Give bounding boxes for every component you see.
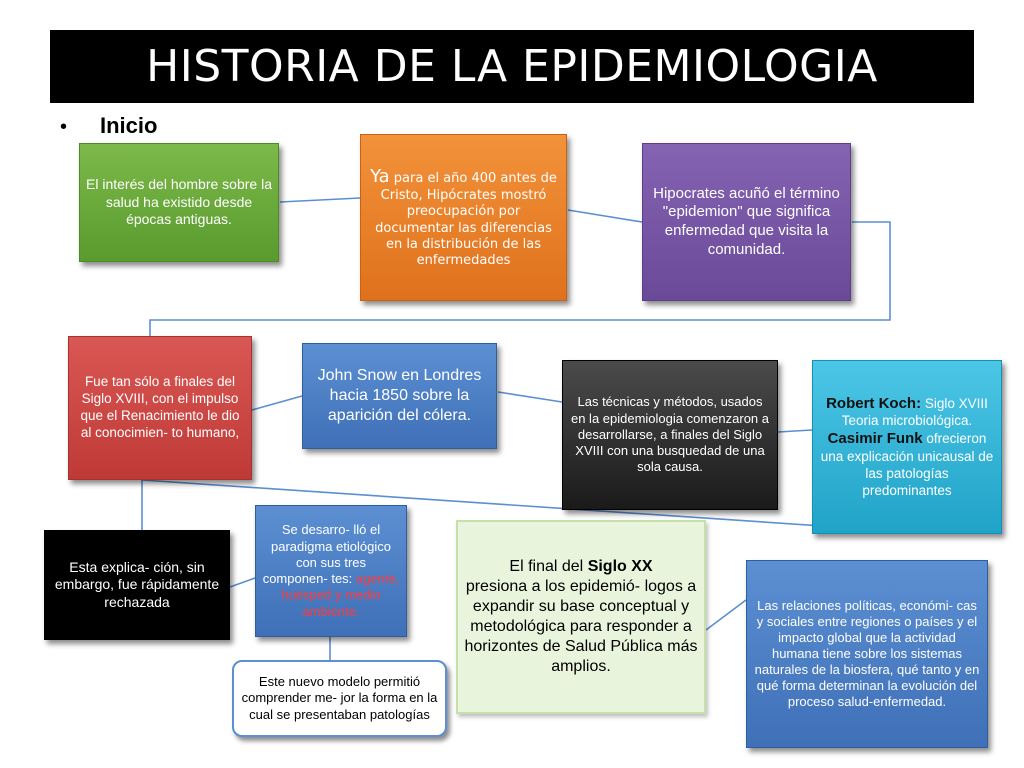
box-john-snow — [302, 343, 497, 449]
box-robert-koch-end: ofrecieron una explicación unicausal de las patologías predominantes — [820, 431, 994, 498]
bullet-dot: • — [60, 116, 68, 138]
box-hipocrates-400-prefix: Ya — [370, 165, 390, 187]
box-interes-salud-text: El interés del hombre sobre la salud ha existido desde épocas antiguas. — [86, 176, 272, 228]
connector-b11-b12 — [706, 600, 746, 630]
box-tecnicas-metodos-text: Las técnicas y métodos, usados en la epidemiologia comenzaron a desarrollarse, a finales del Siglo XVIII con una busquedad de una sola causa. — [570, 394, 769, 475]
box-paradigma-etiologico — [255, 505, 407, 637]
box-robert-koch-mid: Siglo XVIII Teoria microbiológica. — [841, 395, 988, 429]
box-relaciones-politicas-text: Las relaciones políticas, económi- cas y sociales entre regiones o países y el impacto global que la actividad humana tiene sobre los sistemas naturales de la biosfera, qué tanto y en qué forma determinan la evolución del proceso salud-enfermedad. — [754, 598, 980, 709]
connector-b6-b7 — [778, 430, 812, 432]
box-relaciones-politicas — [746, 560, 988, 748]
box-robert-koch-name2: Casimir Funk — [827, 430, 923, 448]
connector-b8-b9 — [230, 578, 255, 587]
box-john-snow-text: John Snow en Londres hacia 1850 sobre la aparición del cólera. — [317, 367, 482, 424]
box-siglo-xx-b: Siglo XX — [587, 558, 653, 575]
box-siglo-xx — [456, 520, 706, 714]
box-nuevo-modelo — [232, 660, 447, 737]
box-robert-koch-content — [819, 395, 995, 500]
box-paradigma-etiologico-text: Se desarro- lló el paradigma etiológico con sus tres componen- tes: — [262, 522, 391, 586]
box-epidemion — [642, 143, 851, 301]
box-hipocrates-400-content — [367, 166, 560, 270]
box-robert-koch — [812, 360, 1002, 534]
box-hipocrates-400-text: para el año 400 antes de Cristo, Hipócrates mostró preocupación por documentar las diferencias en la distribución de las enfermedades — [375, 170, 557, 269]
box-paradigma-etiologico-content — [262, 522, 400, 620]
connector-b1-b2 — [280, 198, 360, 202]
box-siglo-xx-c: presiona a los epidemió- logos a expandir su base conceptual y metodológica para responder a horizontes de Salud Pública más amplios. — [464, 578, 698, 675]
section-label: Inicio — [100, 113, 158, 138]
box-interes-salud — [79, 143, 279, 262]
box-siglo-xviii-text: Fue tan sólo a finales del Siglo XVIII, con el impulso que el Renacimiento le dio al conocimien- to humano, — [80, 374, 240, 440]
connector-b4-b5 — [252, 396, 302, 410]
box-tecnicas-metodos — [562, 360, 778, 510]
box-explicacion-rechazada — [44, 530, 230, 640]
box-nuevo-modelo-text: Este nuevo modelo permitió comprender me- jor la forma en la cual se presentaban patologías — [241, 674, 438, 722]
box-siglo-xviii — [68, 336, 252, 480]
box-epidemion-text: Hipocrates acuñó el término "epidemion" que significa enfermedad que visita la comunidad. — [653, 184, 840, 258]
page-title: HISTORIA DE LA EPIDEMIOLOGIA — [50, 30, 974, 103]
box-siglo-xx-a: El final del — [509, 558, 584, 575]
box-paradigma-etiologico-components: agente, huésped y medio ambiente. — [281, 571, 400, 619]
box-hipocrates-400 — [360, 134, 567, 301]
connector-b2-b3 — [568, 210, 642, 222]
connector-b5-b6 — [498, 392, 562, 402]
box-robert-koch-name1: Robert Koch: — [826, 394, 922, 412]
box-explicacion-rechazada-text: Esta explica- ción, sin embargo, fue rápidamente rechazada — [54, 558, 220, 610]
box-siglo-xx-content — [464, 557, 698, 677]
